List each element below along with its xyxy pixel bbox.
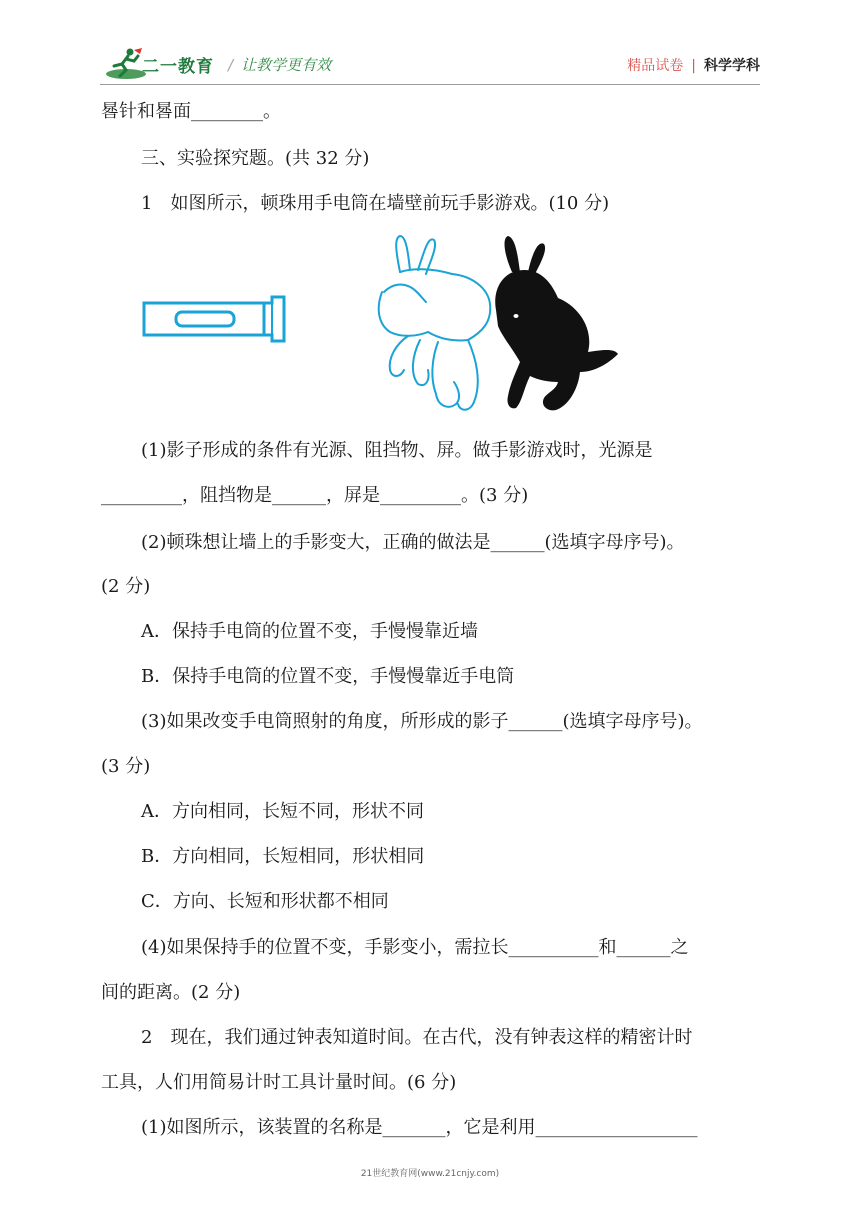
flashlight-figure: [142, 295, 286, 343]
question-2: 2 现在，我们通过钟表知道时间。在古代，没有钟表这样的精密计时: [141, 1027, 693, 1048]
logo-text: 二一教育: [142, 57, 214, 77]
option-a: A．保持手电筒的位置不变，手慢慢靠近墙: [141, 621, 478, 642]
header-right: [627, 55, 760, 75]
option-b: B．保持手电筒的位置不变，手慢慢靠近手电筒: [141, 666, 515, 687]
option-c: C．方向、长短和形状都不相同: [141, 891, 389, 912]
option-a: A．方向相同，长短不同，形状不同: [141, 801, 424, 822]
page-header: [0, 0, 860, 90]
text-line: 间的距离。(2 分): [101, 982, 241, 1003]
text-line: 晷针和晷面________。: [101, 101, 281, 122]
premium-label: 精品试卷: [627, 58, 684, 74]
subject-label: 科学学科: [704, 58, 760, 74]
header-rule: [100, 84, 760, 85]
sub-question-3: (3)如果改变手电筒照射的角度，所形成的影子______(选填字母序号)。: [141, 711, 703, 732]
slogan-text: 让教学更有效: [241, 56, 332, 74]
slogan-separator: /: [228, 56, 234, 74]
sub-question-2: (2)顿珠想让墙上的手影变大，正确的做法是______(选填字母序号)。: [141, 532, 685, 553]
option-b: B．方向相同，长短相同，形状相同: [141, 846, 425, 867]
sub-question-1: (1)影子形成的条件有光源、阻挡物、屏。做手影游戏时，光源是: [141, 440, 653, 461]
sub-question-4: (4)如果保持手的位置不变，手影变小，需拉长__________和______之: [141, 937, 689, 958]
question-1: 1 如图所示，顿珠用手电筒在墙壁前玩手影游戏。(10 分): [141, 193, 610, 214]
text-line: 工具，人们用简易计时工具计量时间。(6 分): [101, 1072, 457, 1093]
hand-shadow-figure: [372, 232, 622, 422]
answer-blanks-1: _________，阻挡物是______，屏是_________。(3 分): [101, 485, 529, 506]
page-footer: 21世纪教育网(www.21cnjy.com): [360, 1169, 500, 1179]
header-divider: |: [691, 58, 696, 74]
slogan: [228, 54, 331, 75]
section-heading: 三、实验探究题。(共 32 分): [141, 148, 370, 169]
question-2-sub-1: (1)如图所示，该装置的名称是_______，它是利用__________________: [141, 1117, 698, 1138]
score-note: (2 分): [101, 576, 151, 597]
score-note: (3 分): [101, 756, 151, 777]
